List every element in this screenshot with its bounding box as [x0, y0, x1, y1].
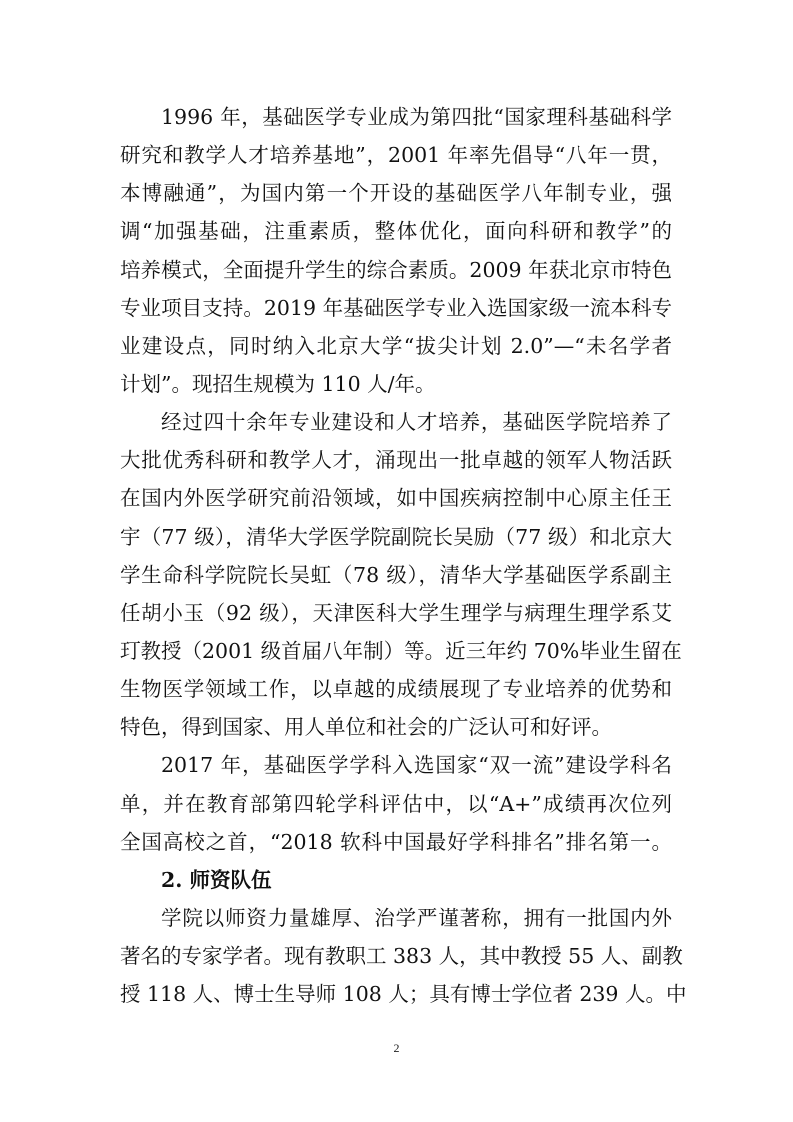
text-line: 调“加强基础，注重素质，整体优化，面向科研和教学”的 — [120, 219, 672, 244]
paragraph-alumni — [120, 403, 682, 746]
text-line: 玎教授（2001 级首届八年制）等。近三年约 70%毕业生留在 — [120, 638, 682, 663]
text-line: 业建设点，同时纳入北京大学“拔尖计划 2.0”—“未名学者 — [120, 333, 672, 358]
document-body — [120, 98, 687, 1013]
text-line: 单，并在教育部第四轮学科评估中，以“A+”成绩再次位列 — [120, 791, 672, 816]
text-line: 1996 年，基础医学专业成为第四批“国家理科基础科学 — [161, 105, 672, 129]
paragraph-ranking — [120, 746, 672, 860]
text-line: 专业项目支持。2019 年基础医学专业入选国家级一流本科专 — [120, 295, 672, 320]
text-line: 学院以师资力量雄厚、治学严谨著称，拥有一批国内外 — [161, 905, 672, 930]
text-line: 大批优秀科研和教学人才，涌现出一批卓越的领军人物活跃 — [120, 448, 672, 473]
text-line: 计划”。现招生规模为 110 人/年。 — [120, 371, 436, 396]
text-line: 生物医学领域工作，以卓越的成绩展现了专业培养的优势和 — [120, 677, 672, 702]
text-line: 任胡小玉（92 级），天津医科大学生理学与病理生理学系艾 — [120, 600, 672, 625]
text-line: 著名的专家学者。现有教职工 383 人，其中教授 55 人、副教 — [120, 944, 683, 969]
page-number: 2 — [393, 1041, 400, 1055]
text-line: 宇（77 级），清华大学医学院副院长吴励（77 级）和北京大 — [120, 524, 672, 549]
text-line: 授 118 人、博士生导师 108 人；具有博士学位者 239 人。中 — [120, 982, 687, 1007]
text-line: 2017 年，基础医学学科入选国家“双一流”建设学科名 — [161, 753, 672, 778]
text-line: 全国高校之首，“2018 软科中国最好学科排名”排名第一。 — [120, 829, 672, 854]
text-line: 特色，得到国家、用人单位和社会的广泛认可和好评。 — [120, 715, 612, 740]
text-line: 研究和教学人才培养基地”，2001 年率先倡导“八年一贯， — [120, 143, 672, 168]
paragraph-faculty — [120, 899, 687, 1013]
section-heading: 2. 师资队伍 — [161, 867, 272, 892]
text-line: 在国内外医学研究前沿领域，如中国疾病控制中心原主任王 — [120, 486, 672, 511]
text-line: 本博融通”，为国内第一个开设的基础医学八年制专业，强 — [120, 181, 672, 206]
text-line: 培养模式，全面提升学生的综合素质。2009 年获北京市特色 — [120, 257, 672, 282]
text-line: 经过四十余年专业建设和人才培养，基础医学院培养了 — [161, 410, 672, 435]
paragraph-history — [120, 98, 672, 403]
text-line: 学生命科学院院长吴虹（78 级），清华大学基础医学系副主 — [120, 562, 672, 587]
